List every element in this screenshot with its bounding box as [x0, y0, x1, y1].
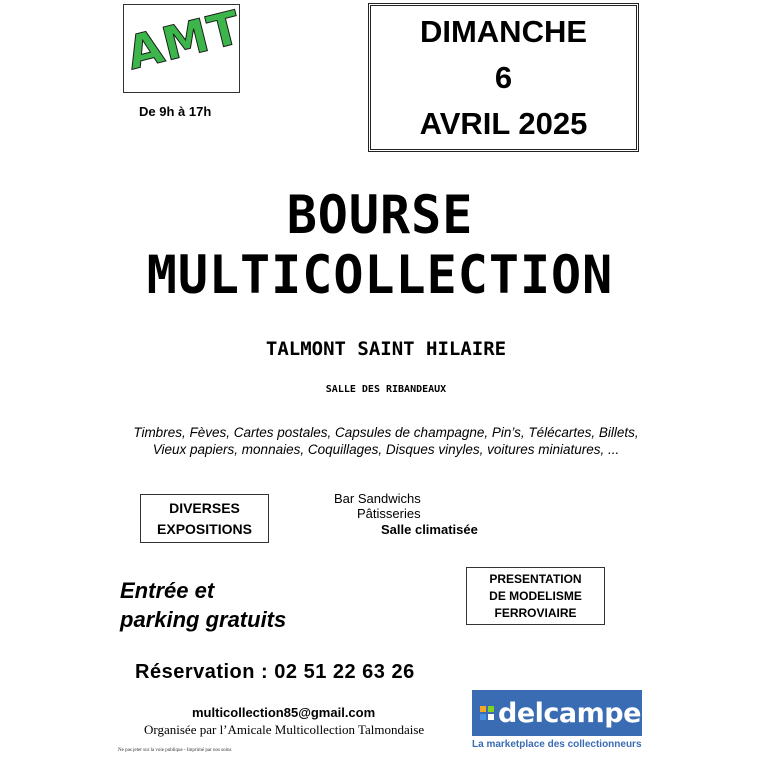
- date-day: DIMANCHE: [419, 13, 588, 49]
- dot-icon: [488, 714, 494, 720]
- delcampe-tagline: La marketplace des collectionneurs: [472, 739, 642, 750]
- organizer: Organisée par l’Amicale Multicollection Talmondaise: [144, 722, 425, 737]
- logo-text: AMT: [121, 0, 247, 81]
- venue: SALLE DES RIBANDEAUX: [325, 384, 447, 395]
- entry-line-1: Entrée et: [120, 578, 215, 603]
- modelisme-box: [466, 567, 605, 625]
- dot-icon: [488, 706, 494, 712]
- delcampe-brand: delcampe: [498, 697, 641, 729]
- opening-hours: De 9h à 17h: [139, 104, 212, 119]
- modelisme-line-1: PRESENTATION: [489, 571, 582, 586]
- date-number: 6: [494, 59, 513, 95]
- free-entry: [120, 576, 286, 634]
- expositions-line-1: DIVERSES: [169, 499, 240, 516]
- entry-line-2: parking gratuits: [120, 607, 287, 632]
- modelisme-line-3: FERROVIAIRE: [494, 605, 577, 620]
- expositions-box: [140, 494, 269, 543]
- date-month-year: AVRIL 2025: [419, 105, 588, 141]
- patisseries: Pâtisseries: [357, 506, 421, 521]
- modelisme-line-2: DE MODELISME: [489, 588, 582, 603]
- delcampe-dots-icon: [480, 706, 494, 720]
- location: TALMONT SAINT HILAIRE: [265, 338, 507, 360]
- items-line-1: Timbres, Fèves, Cartes postales, Capsules de champagne, Pin’s, Télécartes, Billets,: [133, 425, 639, 440]
- fine-print: Ne pas jeter sur la voie publique - Imprimé par nos soins: [118, 748, 232, 753]
- date-box: [368, 3, 639, 152]
- bar-sandwichs: Bar Sandwichs: [334, 491, 421, 506]
- title-line-2: MULTICOLLECTION: [146, 244, 614, 306]
- items-line-2: Vieux papiers, monnaies, Coquillages, Disques vinyles, voitures miniatures, ...: [152, 442, 620, 457]
- expositions-line-2: EXPOSITIONS: [157, 520, 252, 537]
- dot-icon: [480, 714, 486, 720]
- amt-logo: [121, 0, 247, 93]
- salle-climatisee: Salle climatisée: [381, 522, 478, 537]
- reservation-phone: Réservation : 02 51 22 63 26: [135, 661, 415, 683]
- title-line-1: BOURSE: [286, 184, 474, 246]
- collection-items: [0, 424, 760, 458]
- delcampe-logo: [472, 690, 642, 736]
- dot-icon: [480, 706, 486, 712]
- contact-email: multicollection85@gmail.com: [192, 705, 376, 720]
